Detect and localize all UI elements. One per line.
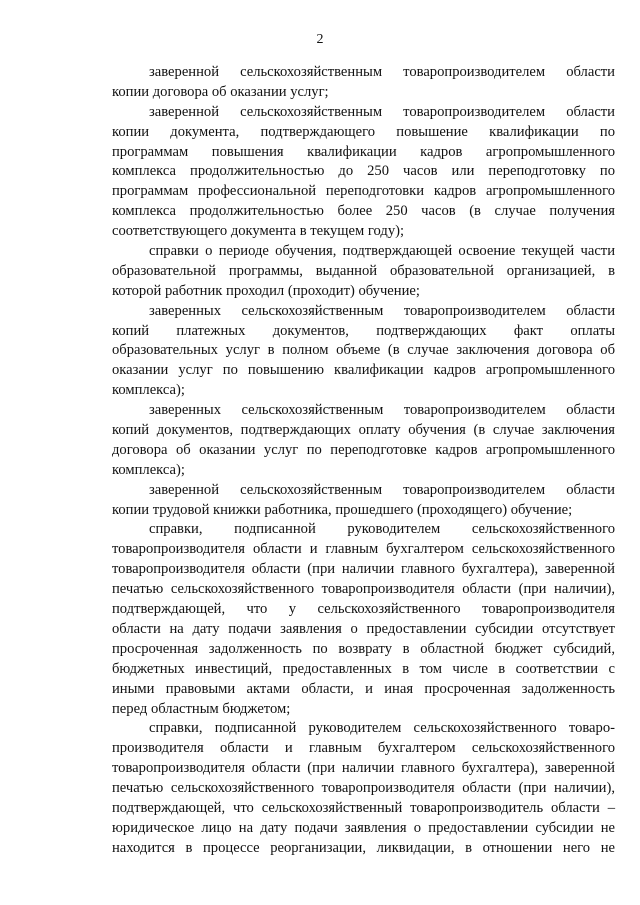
paragraph-line: заверенных сельскохозяйственным товаропроизводителем области xyxy=(149,402,615,419)
paragraph-line: области на дату подачи заявления о предоставлении субсидии отсутствует xyxy=(112,620,615,637)
paragraph-line: производителя области и главным бухгалтером сельскохозяйственного xyxy=(112,740,615,757)
paragraph xyxy=(112,63,615,103)
paragraph-line: копии договора об оказании услуг; xyxy=(112,83,329,100)
paragraph-line: договора об оказании услуг по переподготовке кадров агропромышленного xyxy=(112,441,615,458)
paragraph xyxy=(112,242,615,302)
paragraph-line: товаропроизводителя области и главным бухгалтером сельскохозяйственного xyxy=(112,541,615,558)
paragraph xyxy=(112,302,615,401)
paragraph xyxy=(112,481,615,521)
paragraph-line: заверенной сельскохозяйственным товаропроизводителем области xyxy=(149,481,615,498)
paragraph-line: копии документа, подтверждающего повышение квалификации по xyxy=(112,123,615,140)
paragraph-line: просроченная задолженность по возврату в областной бюджет субсидий, xyxy=(112,640,615,657)
paragraph-line: комплекса); xyxy=(112,382,185,399)
paragraph-line: программам профессиональной переподготовки кадров агропромышленного xyxy=(112,183,615,200)
paragraph-line: которой работник проходил (проходит) обучение; xyxy=(112,282,420,299)
paragraph xyxy=(112,719,615,858)
paragraph-line: подтверждающей, что сельскохозяйственный товаропроизводитель области – xyxy=(112,799,615,816)
paragraph-line: соответствующего документа в текущем году); xyxy=(112,223,405,240)
paragraph-line: заверенной сельскохозяйственным товаропроизводителем области xyxy=(149,64,615,80)
paragraph-line: иными правовыми актами области, и иная просроченная задолженность xyxy=(112,680,615,697)
paragraph-line: справки, подписанной руководителем сельскохозяйственного товаро- xyxy=(149,720,615,737)
paragraph-line: юридическое лицо на дату подачи заявления о предоставлении субсидии не xyxy=(112,819,615,836)
paragraph-line: находится в процессе реорганизации, ликвидации, в отношении него не xyxy=(112,839,615,856)
paragraph-line: заверенных сельскохозяйственным товаропроизводителем области xyxy=(149,302,615,319)
paragraph-line: комплекса продолжительностью до 250 часов или переподготовку по xyxy=(112,163,615,180)
paragraph-line: справки, подписанной руководителем сельскохозяйственного xyxy=(149,521,615,538)
paragraph-line: заверенной сельскохозяйственным товаропроизводителем области xyxy=(149,103,615,120)
paragraph-line: комплекса продолжительностью более 250 часов (в случае получения xyxy=(112,203,615,220)
paragraph-line: справки о периоде обучения, подтверждающей освоение текущей части xyxy=(149,243,615,260)
paragraph-line: печатью сельскохозяйственного товаропроизводителя области (при наличии), xyxy=(112,780,615,797)
paragraph-line: печатью сельскохозяйственного товаропроизводителя области (при наличии), xyxy=(112,581,615,598)
paragraph-line: образовательных услуг в полном объеме (в случае заключения договора об xyxy=(112,342,615,359)
page-number: 2 xyxy=(316,32,324,47)
document-body xyxy=(112,63,615,859)
paragraph-line: копий документов, подтверждающих оплату обучения (в случае заключения xyxy=(112,422,615,439)
paragraph-line: перед областным бюджетом; xyxy=(112,700,291,717)
paragraph-line: программам повышения квалификации кадров агропромышленного xyxy=(112,143,615,160)
paragraph-line: подтверждающей, что у сельскохозяйственного товаропроизводителя xyxy=(112,601,615,618)
paragraph-line: оказании услуг по повышению квалификации кадров агропромышленного xyxy=(112,362,615,379)
paragraph-line: комплекса); xyxy=(112,461,185,478)
paragraph-line: товаропроизводителя области (при наличии главного бухгалтера), заверенной xyxy=(112,561,615,578)
paragraph-line: копии трудовой книжки работника, прошедшего (проходящего) обучение; xyxy=(112,501,573,518)
paragraph-line: копий платежных документов, подтверждающих факт оплаты xyxy=(112,322,615,339)
paragraph xyxy=(112,520,615,719)
paragraph-line: образовательной программы, выданной образовательной организацией, в xyxy=(112,262,615,279)
paragraph xyxy=(112,103,615,242)
paragraph-line: бюджетных инвестиций, предоставленных в том числе в соответствии с xyxy=(112,660,615,677)
paragraph-line: товаропроизводителя области (при наличии главного бухгалтера), заверенной xyxy=(112,760,615,777)
paragraph xyxy=(112,401,615,481)
